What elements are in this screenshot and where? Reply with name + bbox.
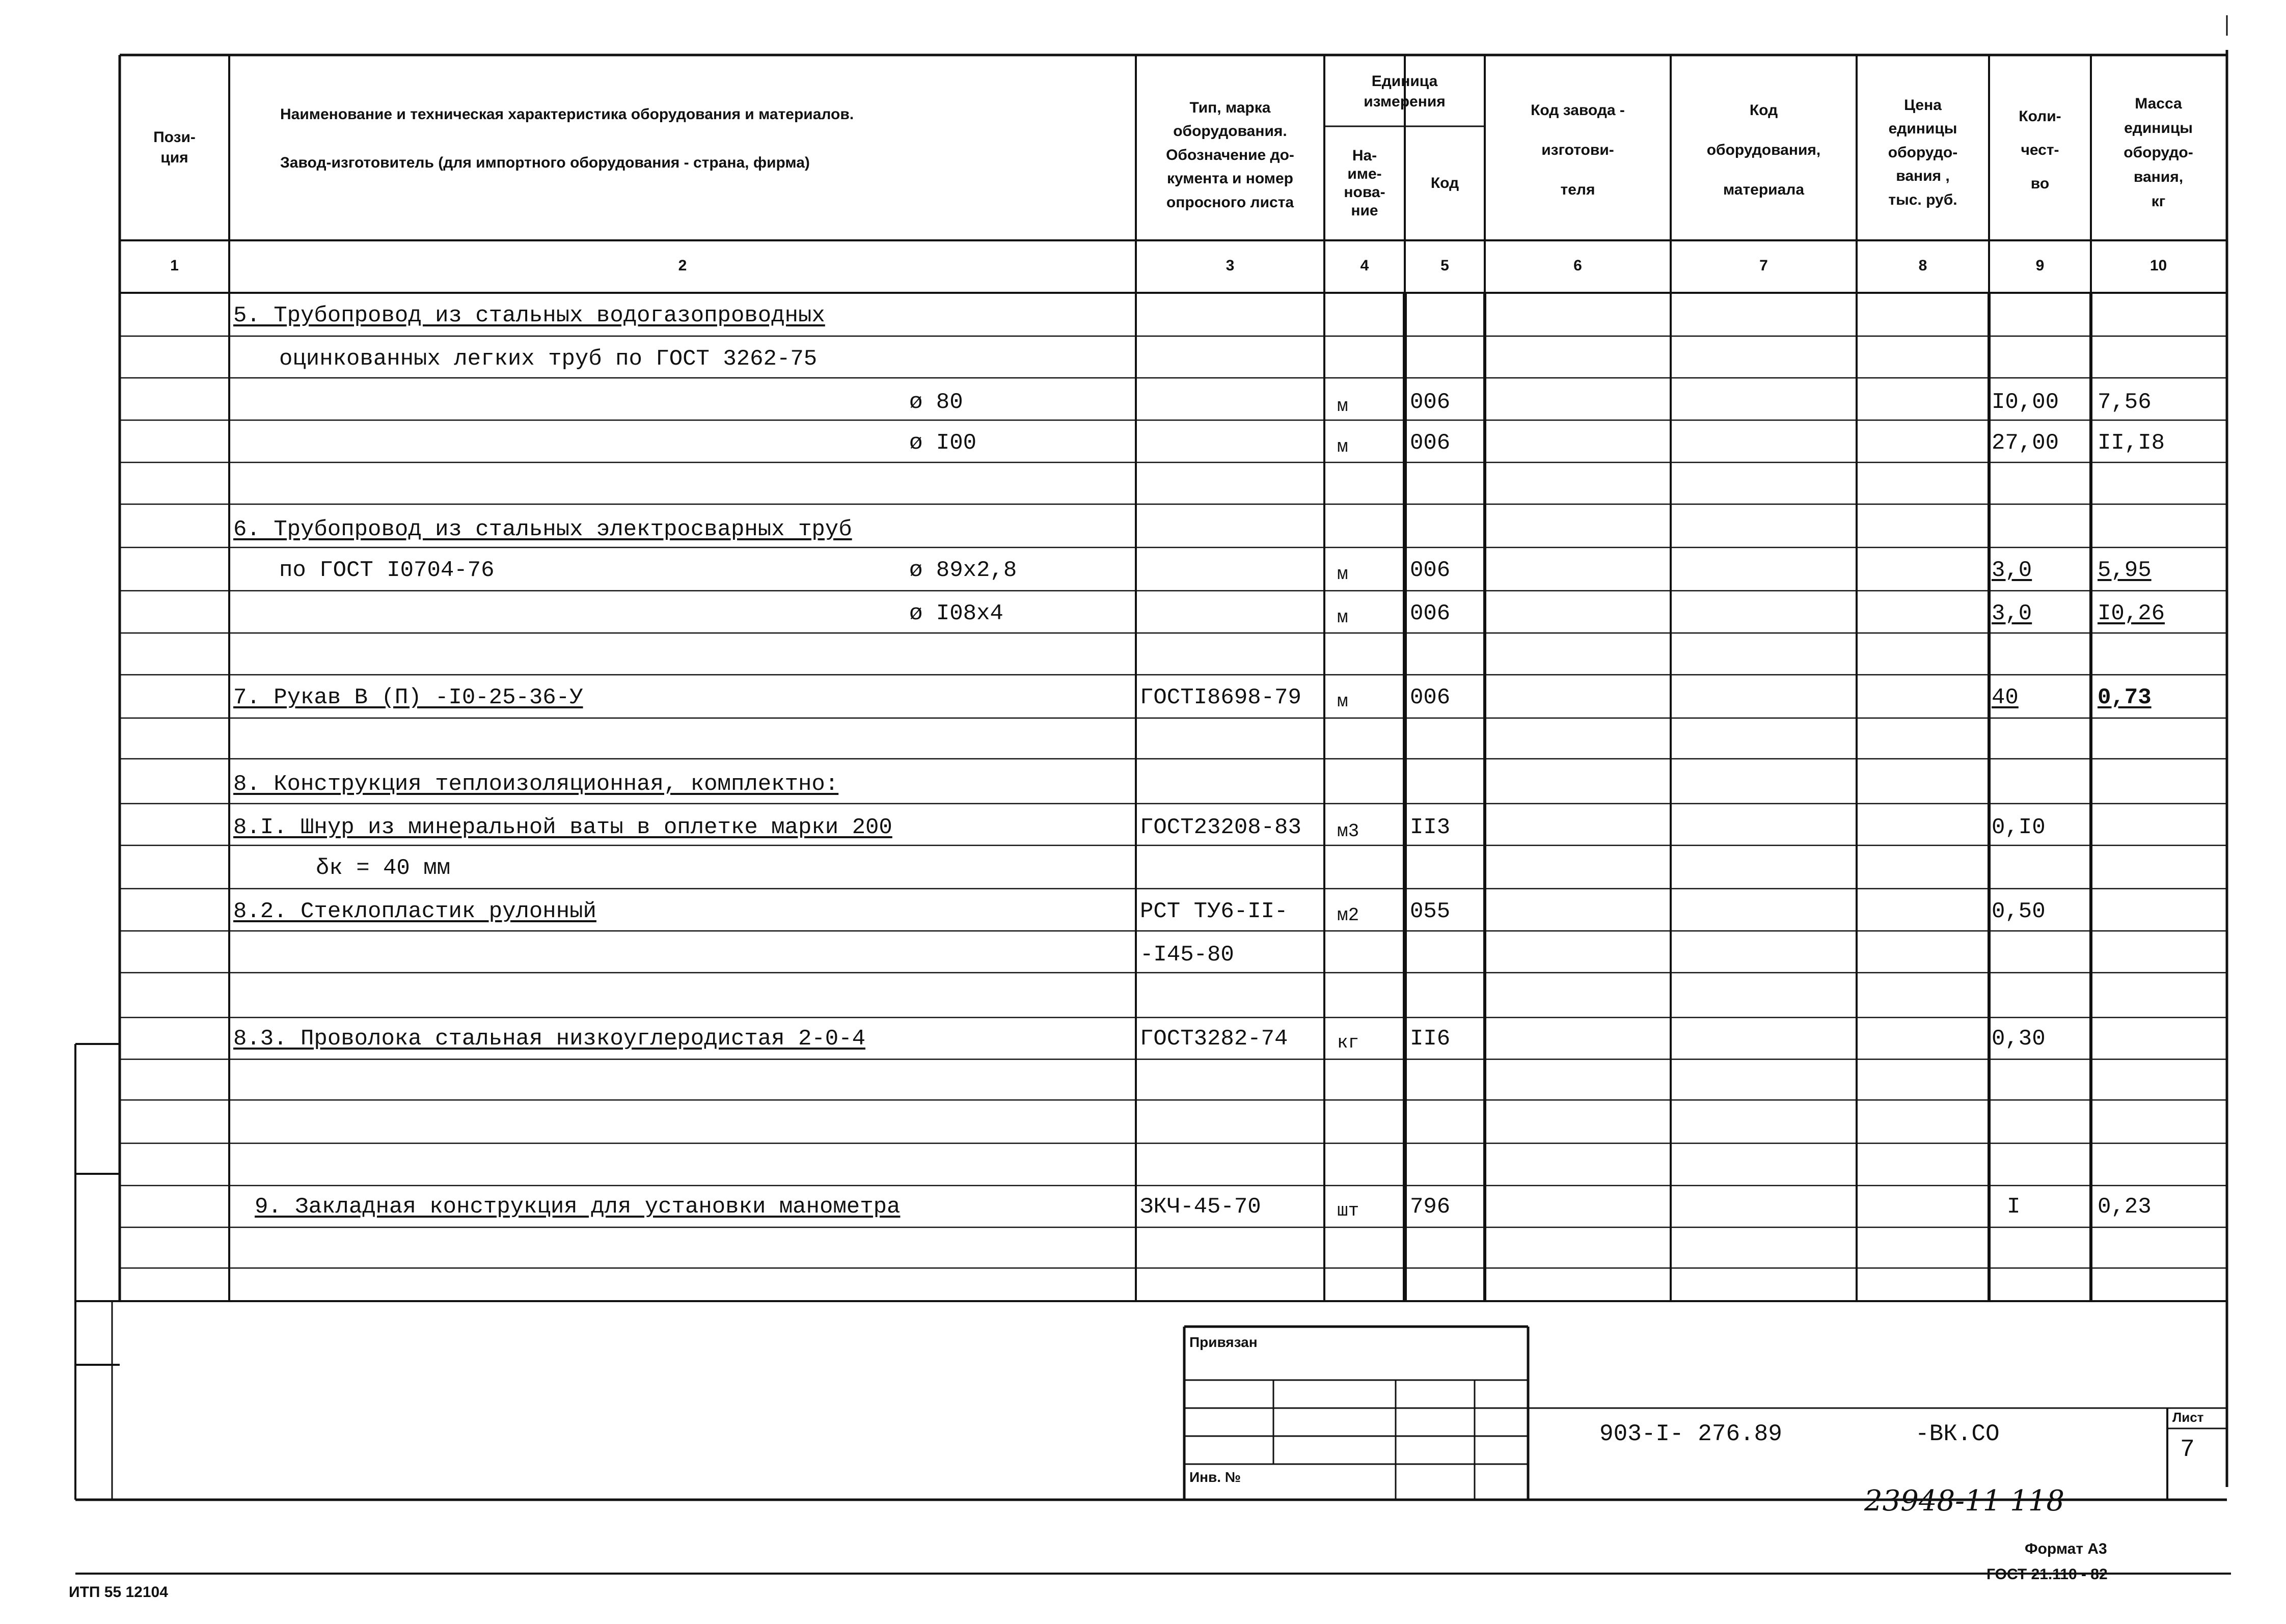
sheet-label: Лист xyxy=(2172,1410,2204,1425)
row-cell-qty: 27,00 xyxy=(1992,430,2059,456)
row-cell-unit: м xyxy=(1337,691,1348,712)
handwritten-inventory-number: 23948-11 118 xyxy=(1864,1484,2065,1518)
row-cell-code: 796 xyxy=(1410,1194,1451,1220)
row-cell-unit: м xyxy=(1337,564,1348,585)
header-mass: Масса единицы оборудо- вания, кг xyxy=(2124,95,2193,210)
row-cell-sub: ø 89x2,8 xyxy=(909,558,1017,583)
row-cell-code: 006 xyxy=(1410,685,1451,710)
col-number-2: 2 xyxy=(678,257,687,274)
header-name: Наименование и техническая характеристика оборудования и материалов. xyxy=(280,105,854,123)
header-name-sub: Завод-изготовитель (для импортного оборудования - страна, фирма) xyxy=(280,154,810,171)
sheet-number: 7 xyxy=(2180,1436,2195,1464)
row-cell-name: δк = 40 мм xyxy=(316,856,451,881)
row-cell-qty: I xyxy=(2007,1194,2021,1220)
row-cell-type: ГОСТ3282-74 xyxy=(1140,1026,1288,1052)
row-cell-code: 006 xyxy=(1410,601,1451,626)
header-type: Тип, марка оборудования. Обозначение до- кумента и номер опросного листа xyxy=(1166,99,1294,211)
header-position: Пози- ция xyxy=(153,128,196,166)
row-cell-type: -I45-80 xyxy=(1140,942,1234,968)
row-cell-name: 8.3. Проволока стальная низкоуглеродистая 2-0-4 xyxy=(233,1026,866,1052)
row-cell-unit: м2 xyxy=(1337,905,1359,926)
col-number-4: 4 xyxy=(1360,257,1369,274)
row-cell-type: ГОСТI8698-79 xyxy=(1140,685,1301,710)
row-cell-code: 006 xyxy=(1410,390,1451,415)
row-cell-qty: 0,I0 xyxy=(1992,815,2046,840)
row-cell-mass: 0,73 xyxy=(2098,685,2152,710)
row-cell-name: 7. Рукав В (П) -I0-25-36-У xyxy=(233,685,583,710)
row-cell-mass: 0,23 xyxy=(2098,1194,2152,1220)
row-cell-code: 006 xyxy=(1410,430,1451,456)
doc-code: 903-I- 276.89 xyxy=(1599,1421,1782,1447)
row-cell-code: 055 xyxy=(1410,899,1451,924)
row-cell-type: ЗКЧ-45-70 xyxy=(1140,1194,1261,1220)
header-unit-name: На- име- нова- ние xyxy=(1344,147,1385,219)
row-cell-name: 9. Закладная конструкция для установки манометра xyxy=(255,1194,901,1220)
gost-standard: ГОСТ 21.110 - 82 xyxy=(1986,1566,2108,1583)
row-cell-mass: I0,26 xyxy=(2098,601,2165,626)
footer-left-code: ИТП 55 12104 xyxy=(69,1584,168,1601)
row-cell-unit: кг xyxy=(1337,1032,1359,1053)
doc-suffix: -ВК.СО xyxy=(1915,1421,2000,1447)
row-cell-qty: 0,50 xyxy=(1992,899,2046,924)
col-number-6: 6 xyxy=(1573,257,1582,274)
row-cell-code: 006 xyxy=(1410,558,1451,583)
row-cell-name: 8.I. Шнур из минеральной ваты в оплетке марки 200 xyxy=(233,815,892,840)
row-cell-unit: м xyxy=(1337,607,1348,628)
row-cell-qty: 3,0 xyxy=(1992,558,2032,583)
format-label: Формат А3 xyxy=(2025,1540,2107,1557)
row-cell-type: РСТ ТУ6-II- xyxy=(1140,899,1288,924)
stamp-inv-no: Инв. № xyxy=(1189,1469,1241,1485)
header-unit-code: Код xyxy=(1430,174,1459,191)
row-cell-qty: I0,00 xyxy=(1992,390,2059,415)
header-unit: Единица измерения xyxy=(1364,72,1446,110)
row-cell-unit: м3 xyxy=(1337,821,1359,842)
row-cell-qty: 40 xyxy=(1992,685,2019,710)
col-number-3: 3 xyxy=(1226,257,1235,274)
row-cell-unit: шт xyxy=(1337,1200,1359,1221)
col-number-7: 7 xyxy=(1759,257,1768,274)
row-cell-name: оцинкованных легких труб по ГОСТ 3262-75 xyxy=(279,346,818,372)
col-number-9: 9 xyxy=(2035,257,2045,274)
header-equip-code: Код оборудования, материала xyxy=(1706,102,1821,198)
row-cell-name: 6. Трубопровод из стальных электросварных труб xyxy=(233,517,852,542)
row-cell-name: 5. Трубопровод из стальных водогазопроводных xyxy=(233,303,825,328)
row-cell-qty: 3,0 xyxy=(1992,601,2032,626)
col-number-10: 10 xyxy=(2149,257,2167,274)
stamp-privyazan: Привязан xyxy=(1189,1334,1258,1350)
header-qty: Коли- чест- во xyxy=(2019,108,2061,192)
row-cell-mass: 7,56 xyxy=(2098,390,2152,415)
row-cell-sub: ø I00 xyxy=(909,430,977,456)
row-cell-mass: II,I8 xyxy=(2098,430,2165,456)
row-cell-code: II3 xyxy=(1410,815,1451,840)
row-cell-mass: 5,95 xyxy=(2098,558,2152,583)
row-cell-type: ГОСТ23208-83 xyxy=(1140,815,1301,840)
col-number-1: 1 xyxy=(170,257,179,274)
row-cell-unit: м xyxy=(1337,436,1348,457)
row-cell-sub: ø 80 xyxy=(909,390,963,415)
header-factory-code: Код завода - изготови- теля xyxy=(1531,102,1625,198)
col-number-5: 5 xyxy=(1440,257,1449,274)
row-cell-name: 8. Конструкция теплоизоляционная, комплектно: xyxy=(233,772,839,797)
row-cell-name: по ГОСТ I0704-76 xyxy=(279,558,495,583)
row-cell-sub: ø I08x4 xyxy=(909,601,1003,626)
row-cell-code: II6 xyxy=(1410,1026,1451,1052)
header-price: Цена единицы оборудо- вания , тыс. руб. xyxy=(1888,96,1958,208)
row-cell-qty: 0,30 xyxy=(1992,1026,2046,1052)
row-cell-unit: м xyxy=(1337,396,1348,417)
col-number-8: 8 xyxy=(1918,257,1927,274)
row-cell-name: 8.2. Стеклопластик рулонный xyxy=(233,899,596,924)
